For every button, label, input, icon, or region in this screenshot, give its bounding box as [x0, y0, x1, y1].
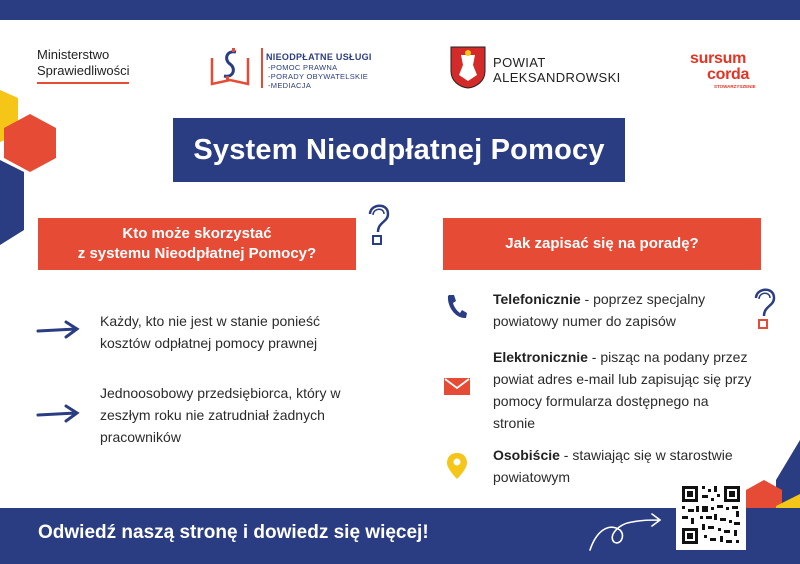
ministry-logo — [37, 47, 129, 79]
signup-method-text: - stawiając się w starostwie powiatowym — [493, 447, 733, 485]
sursum-logo-line2: corda — [707, 66, 750, 83]
qr-code[interactable] — [676, 480, 746, 550]
np-item: -PORADY OBYWATELSKIE — [268, 72, 369, 81]
np-logo-items — [268, 63, 368, 90]
np-divider — [261, 48, 263, 88]
left-header-line2: z systemu Nieodpłatnej Pomocy? — [77, 245, 317, 262]
phone-icon — [444, 292, 468, 322]
signup-method-label: Osobiście — [493, 447, 560, 463]
np-item: -MEDIACJA — [268, 81, 312, 90]
top-band — [0, 0, 800, 20]
question-mark-icon — [364, 200, 394, 248]
signup-item-email — [493, 346, 753, 434]
sursum-logo-line1: sursum — [690, 50, 746, 67]
coat-of-arms-icon — [449, 45, 487, 89]
eligibility-item: Jednoosobowy przedsiębiorca, który w zeszłym roku nie zatrudniał żadnych pracowników — [100, 385, 341, 445]
left-header-line1: Kto może skorzystać — [122, 225, 272, 242]
ministry-line1: Ministerstwo — [37, 47, 110, 62]
curly-arrow-icon — [586, 512, 666, 554]
left-section-header — [38, 218, 356, 270]
right-section-header: Jak zapisać się na poradę? — [443, 218, 761, 270]
footer-cta-text: Odwiedź naszą stronę i dowiedz się więcej! — [38, 522, 429, 543]
np-logo-title: NIEODPŁATNE USŁUGI — [266, 52, 372, 62]
envelope-icon — [443, 376, 471, 396]
signup-method-label: Elektronicznie — [493, 349, 588, 365]
signup-item-phone — [493, 288, 753, 332]
ministry-line2: Sprawiedliwości — [37, 63, 130, 78]
arrow-right-icon — [36, 319, 80, 341]
page-title: System Nieodpłatnej Pomocy — [173, 118, 625, 182]
np-item: -POMOC PRAWNA — [268, 63, 338, 72]
eligibility-item: Każdy, kto nie jest w stanie ponieść kosztów odpłatnej pomocy prawnej — [100, 313, 320, 351]
signup-method-label: Telefonicznie — [493, 291, 581, 307]
signup-method-text: - poprzez specjalny powiatowy numer do zapisów — [493, 291, 706, 329]
sursum-logo-tag: STOWARZYSZENIE — [714, 84, 756, 89]
question-mark-icon — [750, 284, 780, 332]
arrow-right-icon — [36, 403, 80, 425]
signup-method-text: - pisząc na podany przez powiat adres e-mail lub zapisując się przy pomocy formularza dostępnego na stronie — [493, 349, 752, 431]
powiat-line1: POWIAT — [493, 55, 546, 70]
ministry-underline — [37, 82, 129, 84]
powiat-logo-text — [493, 55, 621, 85]
location-pin-icon — [446, 452, 468, 480]
powiat-line2: ALEKSANDROWSKI — [493, 70, 621, 85]
np-logo-icon — [208, 46, 260, 88]
